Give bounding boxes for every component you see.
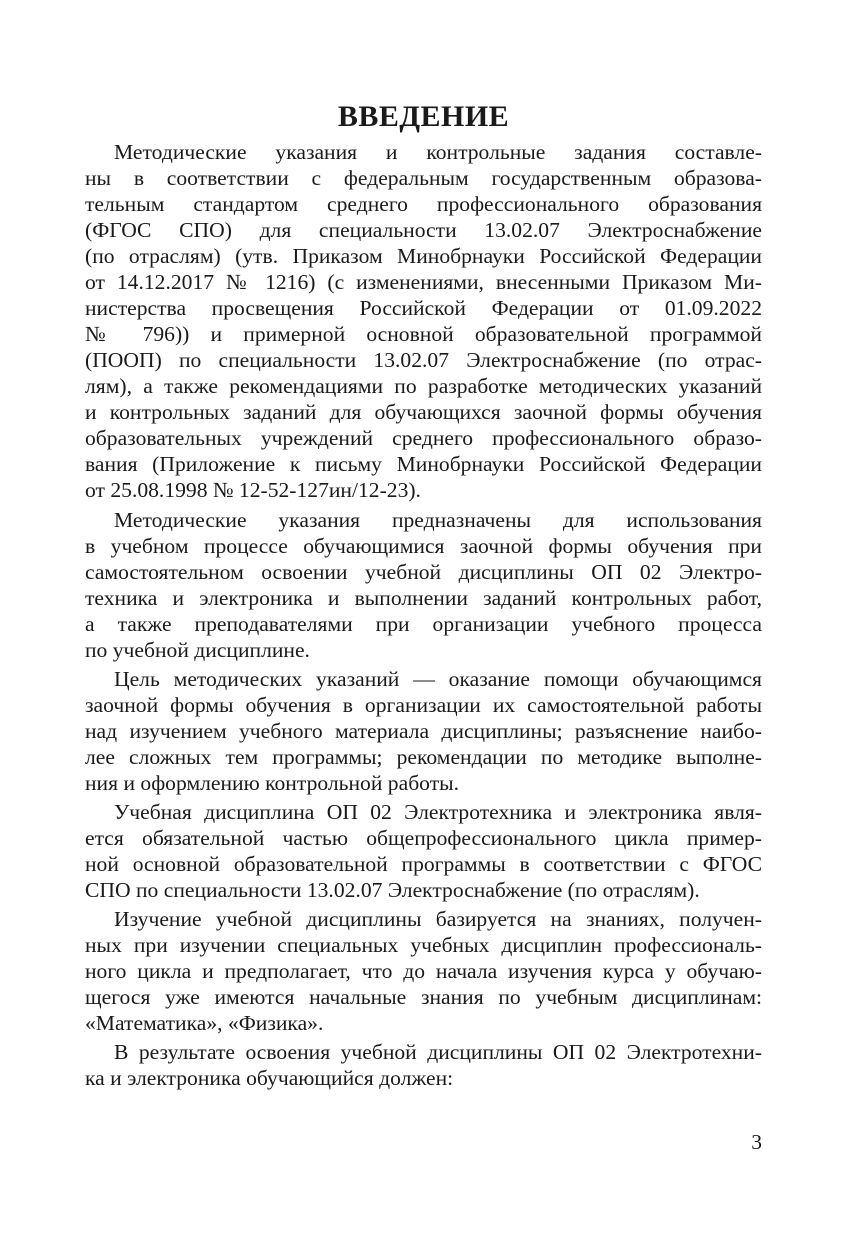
text-line: лям), а также рекомендациями по разработке методических указаний <box>85 374 762 398</box>
text-line: от 25.08.1998 № 12-52-127ин/12-23). <box>85 478 421 502</box>
text-line: (по отраслям) (утв. Приказом Минобрнауки Российской Федерации <box>85 244 762 268</box>
text-line: № 796)) и примерной основной образовательной программой <box>85 322 762 346</box>
text-line: (ФГОС СПО) для специальности 13.02.07 Электроснабжение <box>85 218 762 242</box>
text-line: нистерства просвещения Российской Федерации от 01.09.2022 <box>85 296 762 320</box>
text-line: тельным стандартом среднего профессионального образования <box>85 192 762 216</box>
text-line: ных при изучении специальных учебных дисциплин профессиональ- <box>85 933 762 957</box>
text-line: Методические указания предназначены для использования <box>114 508 762 532</box>
text-line: по учебной дисциплине. <box>85 638 310 662</box>
text-line: заочной формы обучения в организации их самостоятельной работы <box>85 693 762 717</box>
text-line: (ПООП) по специальности 13.02.07 Электроснабжение (по отрас- <box>85 348 762 372</box>
text-line: ния и оформлению контрольной работы. <box>85 771 460 795</box>
text-line: ной основной образовательной программы в соответствии с ФГОС <box>85 852 762 876</box>
text-line: техника и электроника и выполнении заданий контрольных работ, <box>85 586 762 610</box>
text-line: СПО по специальности 13.02.07 Электроснабжение (по отраслям). <box>85 878 700 902</box>
text-line: самостоятельном освоении учебной дисциплины ОП 02 Электро- <box>85 560 762 584</box>
text-line: вания (Приложение к письму Минобрнауки Российской Федерации <box>85 452 762 476</box>
text-line: «Математика», «Физика». <box>85 1011 324 1035</box>
text-line: Методические указания и контрольные задания составле- <box>114 140 762 164</box>
text-line: ного цикла и предполагает, что до начала изучения курса у обучаю- <box>85 959 762 983</box>
text-line: и контрольных заданий для обучающихся заочной формы обучения <box>85 400 762 424</box>
page-number: 3 <box>751 1130 762 1154</box>
text-line: ка и электроника обучающийся должен: <box>85 1066 454 1090</box>
text-line: образовательных учреждений среднего профессионального образо- <box>85 426 762 450</box>
text-line: в учебном процессе обучающимися заочной формы обучения при <box>85 534 762 558</box>
text-line: Изучение учебной дисциплины базируется на знаниях, получен- <box>114 907 762 931</box>
text-line: ется обязательной частью общепрофессионального цикла пример- <box>85 826 762 850</box>
text-line: Цель методических указаний — оказание помощи обучающимся <box>114 667 762 691</box>
text-line: от 14.12.2017 № 1216) (с изменениями, внесенными Приказом Ми- <box>85 270 762 294</box>
text-line: Учебная дисциплина ОП 02 Электротехника и электроника явля- <box>114 800 762 824</box>
text-line: над изучением учебного материала дисциплины; разъяснение наибо- <box>85 719 762 743</box>
text-line: щегося уже имеются начальные знания по учебным дисциплинам: <box>85 985 762 1009</box>
text-line: лее сложных тем программы; рекомендации по методике выполне- <box>85 745 762 769</box>
text-line: В результате освоения учебной дисциплины ОП 02 Электротехни- <box>114 1040 762 1064</box>
text-line: а также преподавателями при организации учебного процесса <box>85 612 762 636</box>
page-title: ВВЕДЕНИЕ <box>337 100 510 133</box>
text-line: ны в соответствии с федеральным государственным образова- <box>85 166 762 190</box>
